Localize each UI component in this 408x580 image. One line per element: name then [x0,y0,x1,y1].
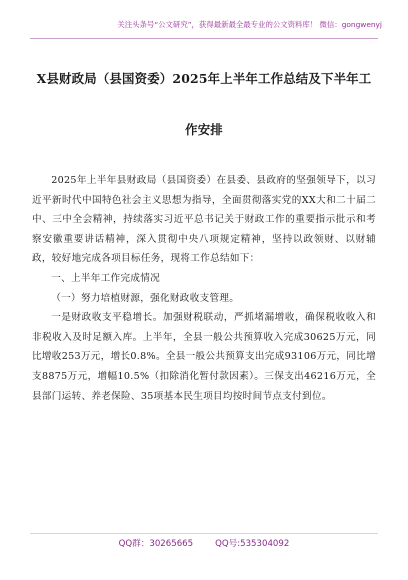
document-body [32,171,376,406]
footer-contact [0,538,408,550]
subsection-heading: （一）努力培植财源，强化财政收支管理。 [51,292,240,304]
footer-qq-group: QQ群：30265665 [118,539,194,549]
paragraph-intro: 2025年上半年县财政局（县国资委）在县委、县政府的坚强领导下，以习近平新时代中国特色社会主义思想为指导，全面贯彻落实党的XX大和二十届二中、三中全会精神，持续落实习近平总书记关于财政工作的重要指示批示和考察安徽重要讲话精神，深入贯彻中央八项规定精神，坚持以政领财、以财辅政，较好地完成各项目标任务，现将工作总结如下： [32,175,376,265]
header-banner: 关注头条号“公文研究”，获得最新最全最专业的公文资料库！ 微信：gongwenyj [117,20,382,29]
section-heading: 一、上半年工作完成情况 [51,272,161,284]
header-divider [30,38,378,39]
paragraph-revenue: 一是财政收支平稳增长。加强财税联动，严抓堵漏增收，确保税收收入和非税收入及时足额入库。上半年，全县一般公共预算收入完成30625万元，同比增收253万元，增长0.8%。全县一般公共预算支出完成93106万元，同比增支8875万元，增幅10.5%（扣除消化暂付款因素）。三保支出46216万元，全县部门运转、养老保险、35项基本民生项目均按时间节点支付到位。 [32,312,376,402]
document-title-line-2: 作安排 [185,122,223,137]
document-title-line-1: X县财政局（县国资委）2025年上半年工作总结及下半年工 [36,71,372,86]
footer-qq-number: QQ号:535304092 [215,539,290,549]
footer-divider [30,533,378,534]
